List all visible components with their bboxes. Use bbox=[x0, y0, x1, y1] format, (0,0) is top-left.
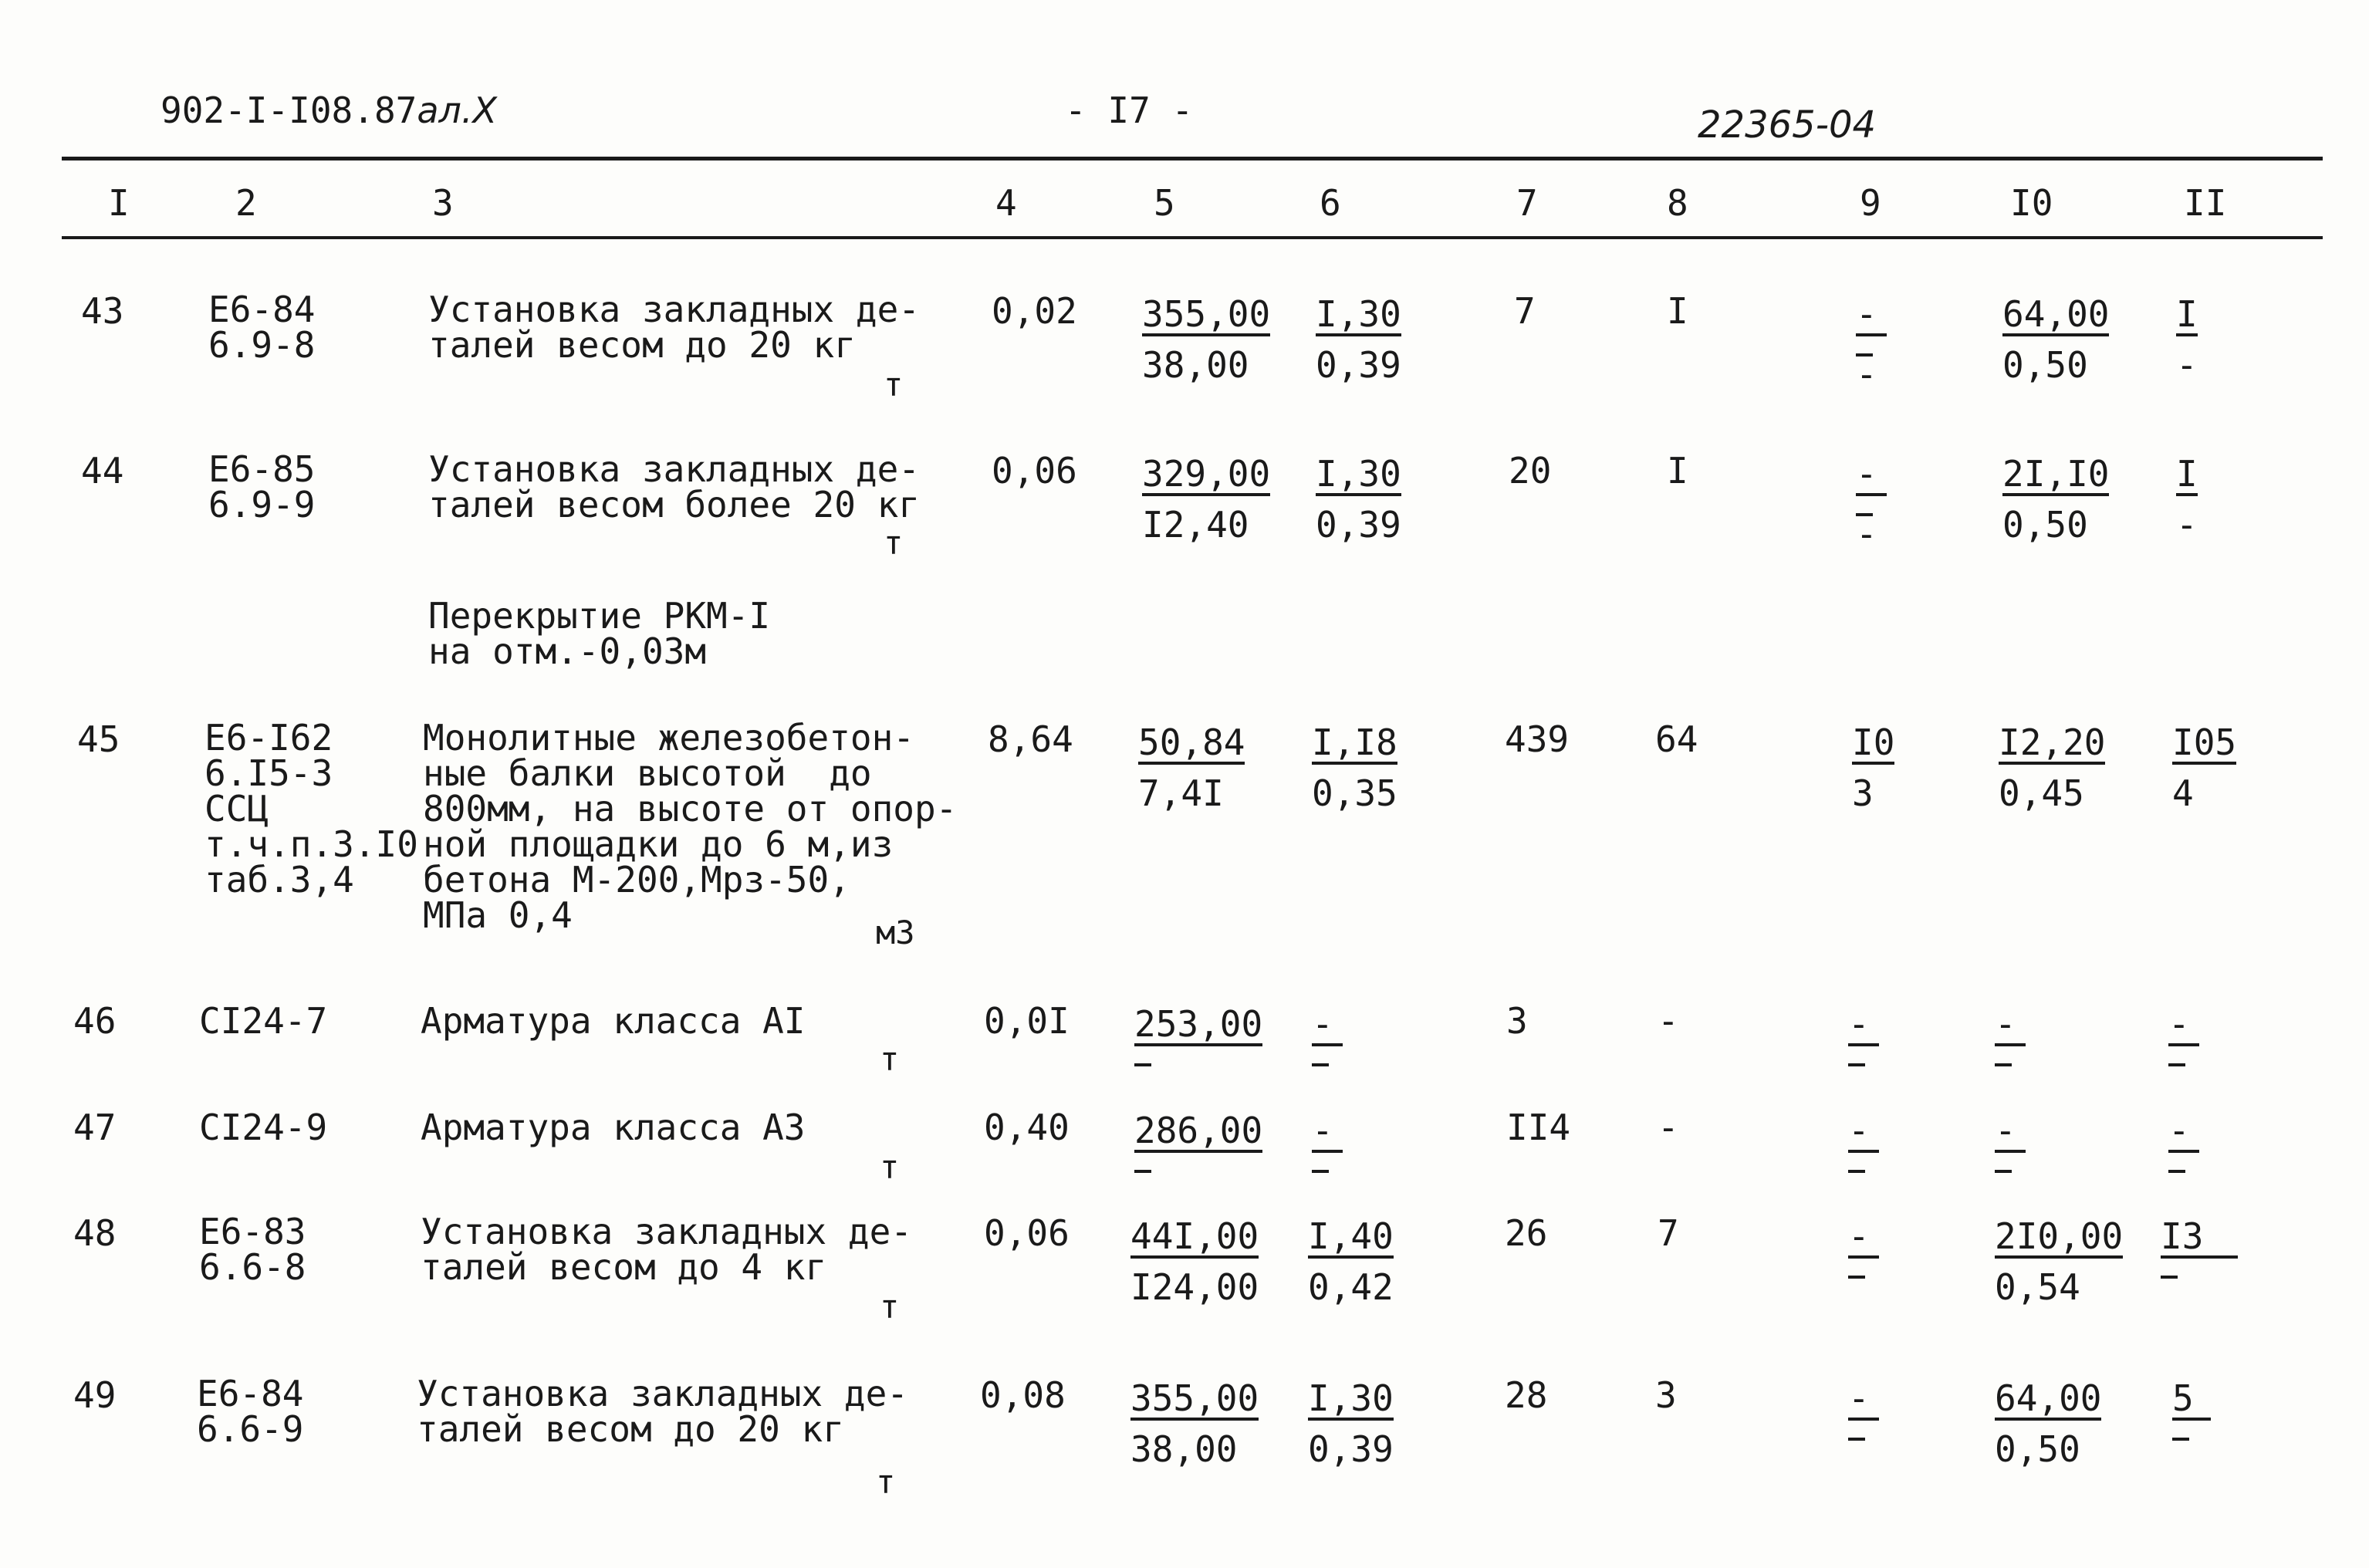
unit-cost bbox=[1130, 1215, 1259, 1308]
column-11-value bbox=[2176, 453, 2198, 546]
column-9-bottom: - bbox=[1856, 513, 1877, 555]
unit-cost-wages: I24,00 bbox=[1130, 1266, 1259, 1308]
column-header-4: 4 bbox=[995, 182, 1017, 224]
quantity: 0,02 bbox=[992, 290, 1077, 332]
unit-cost-total: 286,00 bbox=[1134, 1110, 1263, 1151]
column-10-value bbox=[1995, 1215, 2124, 1308]
unit-cost-total: 44I,00 bbox=[1130, 1215, 1259, 1257]
coefficient-bottom bbox=[1312, 1063, 1329, 1066]
column-9-value bbox=[1852, 721, 1895, 814]
column-9-value bbox=[1848, 1110, 1879, 1173]
column-9-bottom bbox=[1848, 1438, 1865, 1441]
unit-of-measure: т bbox=[876, 1463, 896, 1501]
column-11-value bbox=[2168, 1003, 2199, 1066]
unit-cost-total: 329,00 bbox=[1142, 453, 1271, 495]
column-8-value: I bbox=[1667, 290, 1688, 332]
top-rule bbox=[62, 157, 2323, 161]
column-11-top: - bbox=[2168, 1113, 2199, 1153]
norm-code: Е6-85 6.9-9 bbox=[208, 448, 316, 525]
column-10-value bbox=[1999, 721, 2106, 814]
column-7-value: 7 bbox=[1514, 290, 1536, 332]
column-9-value bbox=[1848, 1215, 1879, 1279]
column-9-bottom: 3 bbox=[1852, 772, 1874, 814]
column-10-bottom: 0,50 bbox=[2002, 504, 2088, 546]
coefficient bbox=[1312, 1003, 1343, 1066]
inventory-number: 22365-04 bbox=[1698, 103, 1877, 147]
coefficient-top: I,30 bbox=[1316, 293, 1401, 335]
column-10-top: - bbox=[1995, 1113, 2026, 1153]
column-10-bottom bbox=[1995, 1170, 2012, 1173]
column-9-value bbox=[1848, 1377, 1879, 1441]
column-8-value: I bbox=[1667, 450, 1688, 492]
quantity: 0,06 bbox=[984, 1212, 1070, 1254]
column-10-value bbox=[1995, 1110, 2026, 1173]
coefficient-top: I,30 bbox=[1316, 453, 1401, 495]
column-10-value bbox=[2002, 293, 2110, 386]
column-9-bottom bbox=[1848, 1063, 1865, 1066]
unit-cost bbox=[1134, 1110, 1262, 1173]
coefficient-top: I,40 bbox=[1308, 1215, 1394, 1257]
column-11-bottom bbox=[2172, 1438, 2189, 1441]
coefficient-top: I,30 bbox=[1308, 1377, 1394, 1419]
column-9-top: - bbox=[1848, 1006, 1879, 1046]
coefficient-bottom: 0,39 bbox=[1316, 504, 1401, 546]
coefficient bbox=[1308, 1215, 1394, 1308]
column-11-top: I3 bbox=[2161, 1218, 2238, 1259]
unit-cost-wages: 7,4I bbox=[1138, 772, 1224, 814]
column-9-top: - bbox=[1856, 296, 1887, 336]
column-9-bottom: - bbox=[1856, 353, 1877, 395]
unit-cost-total: 355,00 bbox=[1130, 1377, 1259, 1419]
row-number: 46 bbox=[73, 1000, 117, 1042]
work-description: Установка закладных де- талей весом до 4 кг bbox=[421, 1211, 912, 1288]
norm-code: Е6-I62 6.I5-3 ССЦ т.ч.п.3.I0 таб.3,4 bbox=[204, 717, 418, 901]
unit-cost bbox=[1142, 293, 1271, 386]
album-number: ал.X bbox=[417, 90, 498, 131]
work-description: Монолитные железобетон- ные балки высотой до 800мм, на высоте от опор- ной площадки до 6 м,из бетона М-200,Мрз-50, МПа 0,4 bbox=[423, 717, 958, 936]
quantity: 0,06 bbox=[992, 450, 1077, 492]
row-number: 43 bbox=[81, 290, 124, 332]
unit-cost bbox=[1138, 721, 1245, 814]
page-number: - I7 - bbox=[1065, 90, 1194, 131]
column-header-3: 3 bbox=[432, 182, 454, 224]
column-10-bottom: 0,50 bbox=[2002, 344, 2088, 386]
unit-of-measure: м3 bbox=[876, 914, 915, 951]
coefficient-bottom: 0,39 bbox=[1308, 1428, 1394, 1470]
column-11-bottom: 4 bbox=[2172, 772, 2194, 814]
document-code-text: 902-I-I08.87 bbox=[161, 90, 417, 131]
coefficient bbox=[1312, 1110, 1343, 1173]
coefficient-top: I,I8 bbox=[1312, 721, 1397, 763]
column-header-2: 2 bbox=[235, 182, 257, 224]
section-heading: Перекрытие РКМ-I на отм.-0,03м bbox=[428, 595, 771, 672]
unit-cost-wages bbox=[1134, 1170, 1151, 1173]
column-11-value bbox=[2168, 1110, 2199, 1173]
column-10-top: 2I0,00 bbox=[1995, 1215, 2124, 1257]
row-number: 48 bbox=[73, 1212, 117, 1254]
quantity: 0,08 bbox=[980, 1374, 1066, 1416]
unit-cost bbox=[1134, 1003, 1262, 1066]
unit-cost-total: 355,00 bbox=[1142, 293, 1271, 335]
column-header-10: I0 bbox=[2010, 182, 2053, 224]
column-11-top: 5 bbox=[2172, 1380, 2211, 1421]
column-10-top: I2,20 bbox=[1999, 721, 2106, 763]
unit-of-measure: т bbox=[880, 1288, 900, 1326]
column-11-bottom: - bbox=[2176, 504, 2198, 546]
unit-cost bbox=[1142, 453, 1271, 546]
column-header-7: 7 bbox=[1516, 182, 1538, 224]
work-description: Установка закладных де- талей весом до 20 кг bbox=[417, 1373, 908, 1450]
unit-cost-total: 50,84 bbox=[1138, 721, 1245, 763]
column-11-bottom bbox=[2161, 1276, 2178, 1279]
coefficient bbox=[1312, 721, 1397, 814]
column-7-value: 3 bbox=[1506, 1000, 1528, 1042]
coefficient-top: - bbox=[1312, 1113, 1343, 1153]
column-9-value bbox=[1856, 293, 1887, 395]
column-8-value: - bbox=[1658, 1000, 1679, 1042]
norm-code: Е6-84 6.9-8 bbox=[208, 289, 316, 366]
quantity: 0,40 bbox=[984, 1107, 1070, 1148]
header-rule bbox=[62, 236, 2323, 239]
column-10-top: 64,00 bbox=[2002, 293, 2110, 335]
column-10-bottom: 0,50 bbox=[1995, 1428, 2080, 1470]
column-header-11: II bbox=[2184, 182, 2227, 224]
quantity: 0,0I bbox=[984, 1000, 1070, 1042]
column-header-9: 9 bbox=[1860, 182, 1881, 224]
column-header-8: 8 bbox=[1667, 182, 1688, 224]
coefficient-bottom bbox=[1312, 1170, 1329, 1173]
row-number: 49 bbox=[73, 1374, 117, 1416]
unit-of-measure: т bbox=[880, 1040, 900, 1078]
coefficient bbox=[1308, 1377, 1394, 1470]
column-9-value bbox=[1848, 1003, 1879, 1066]
norm-code: Е6-84 6.6-9 bbox=[197, 1373, 304, 1450]
column-header-1: I bbox=[108, 182, 130, 224]
column-8-value: 3 bbox=[1655, 1374, 1677, 1416]
column-10-value bbox=[1995, 1003, 2026, 1066]
coefficient-bottom: 0,42 bbox=[1308, 1266, 1394, 1308]
column-8-value: 7 bbox=[1658, 1212, 1679, 1254]
row-number: 45 bbox=[77, 718, 120, 760]
unit-cost-wages: I2,40 bbox=[1142, 504, 1249, 546]
column-10-value bbox=[1995, 1377, 2102, 1470]
column-11-value bbox=[2172, 1377, 2211, 1441]
column-7-value: 26 bbox=[1505, 1212, 1548, 1254]
coefficient-top: - bbox=[1312, 1006, 1343, 1046]
unit-of-measure: т bbox=[884, 366, 904, 404]
norm-code: СI24-9 bbox=[199, 1107, 328, 1148]
column-7-value: 28 bbox=[1505, 1374, 1548, 1416]
column-11-bottom bbox=[2168, 1170, 2185, 1173]
column-9-top: - bbox=[1848, 1113, 1879, 1153]
coefficient bbox=[1316, 293, 1401, 386]
unit-cost-wages: 38,00 bbox=[1130, 1428, 1238, 1470]
column-8-value: - bbox=[1658, 1107, 1679, 1148]
column-11-value bbox=[2176, 293, 2198, 386]
unit-of-measure: т bbox=[884, 524, 904, 562]
column-10-bottom: 0,54 bbox=[1995, 1266, 2080, 1308]
column-11-bottom: - bbox=[2176, 344, 2198, 386]
column-header-5: 5 bbox=[1154, 182, 1175, 224]
column-11-bottom bbox=[2168, 1063, 2185, 1066]
column-9-value bbox=[1856, 453, 1887, 555]
column-7-value: II4 bbox=[1506, 1107, 1571, 1148]
norm-code: СI24-7 bbox=[199, 1000, 328, 1042]
document-code bbox=[161, 90, 498, 131]
column-9-top: - bbox=[1856, 456, 1887, 496]
column-11-value bbox=[2172, 721, 2237, 814]
coefficient-bottom: 0,35 bbox=[1312, 772, 1397, 814]
row-number: 44 bbox=[81, 450, 124, 492]
unit-cost-total: 253,00 bbox=[1134, 1003, 1263, 1045]
column-9-top: I0 bbox=[1852, 721, 1895, 763]
unit-cost bbox=[1130, 1377, 1259, 1470]
column-7-value: 439 bbox=[1505, 718, 1570, 760]
column-8-value: 64 bbox=[1655, 718, 1698, 760]
column-7-value: 20 bbox=[1509, 450, 1552, 492]
column-9-top: - bbox=[1848, 1380, 1879, 1421]
column-11-value bbox=[2161, 1215, 2238, 1279]
coefficient-bottom: 0,39 bbox=[1316, 344, 1401, 386]
column-10-bottom: 0,45 bbox=[1999, 772, 2084, 814]
column-9-bottom bbox=[1848, 1276, 1865, 1279]
column-10-top: 64,00 bbox=[1995, 1377, 2102, 1419]
quantity: 8,64 bbox=[988, 718, 1073, 760]
column-10-top: 2I,I0 bbox=[2002, 453, 2110, 495]
work-description: Арматура класса А3 bbox=[421, 1107, 806, 1148]
column-11-top: I bbox=[2176, 453, 2198, 495]
unit-cost-wages: 38,00 bbox=[1142, 344, 1249, 386]
column-11-top: I bbox=[2176, 293, 2198, 335]
column-11-top: I05 bbox=[2172, 721, 2237, 763]
work-description: Установка закладных де- талей весом до 20 кг bbox=[428, 289, 920, 366]
row-number: 47 bbox=[73, 1107, 117, 1148]
column-9-bottom bbox=[1848, 1170, 1865, 1173]
work-description: Арматура класса АI bbox=[421, 1000, 806, 1042]
column-10-bottom bbox=[1995, 1063, 2012, 1066]
column-11-top: - bbox=[2168, 1006, 2199, 1046]
column-header-6: 6 bbox=[1320, 182, 1341, 224]
norm-code: Е6-83 6.6-8 bbox=[199, 1211, 306, 1288]
coefficient bbox=[1316, 453, 1401, 546]
column-10-value bbox=[2002, 453, 2110, 546]
unit-of-measure: т bbox=[880, 1148, 900, 1186]
column-10-top: - bbox=[1995, 1006, 2026, 1046]
unit-cost-wages bbox=[1134, 1063, 1151, 1066]
column-9-top: - bbox=[1848, 1218, 1879, 1259]
work-description: Установка закладных де- талей весом более 20 кг bbox=[428, 448, 920, 525]
